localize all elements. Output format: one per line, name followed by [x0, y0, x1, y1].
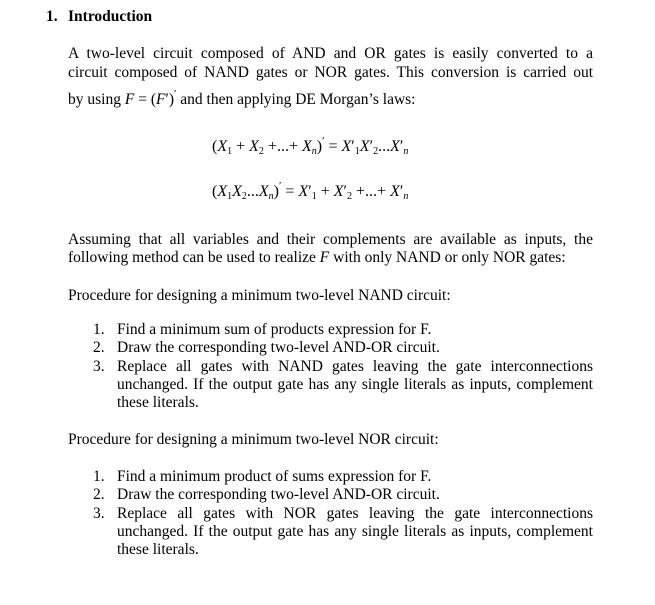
step-text: Find a minimum sum of products expression for F.	[117, 321, 432, 338]
list-item	[93, 486, 593, 504]
assume-line-1: Assuming that all variables and their complements are available as inputs, the	[68, 231, 593, 248]
section-heading	[46, 8, 152, 26]
list-item	[93, 321, 593, 339]
step-text: Replace all gates with NAND gates leaving the gate interconnections unchanged. If the output gate has any single literals as inputs, complement these literals.	[117, 357, 593, 412]
step-number: 1.	[93, 321, 105, 338]
step-text: Draw the corresponding two-level AND-OR circuit.	[117, 339, 440, 357]
step-number: 3.	[93, 504, 105, 522]
step-text: Draw the corresponding two-level AND-OR circuit.	[117, 486, 440, 504]
step-text: Replace all gates with NOR gates leaving the gate interconnections unchanged. If the output gate has any single literals as inputs, complement these literals.	[117, 504, 593, 559]
double-complement-formula: F = (F′)′	[124, 88, 177, 108]
intro-line-3	[68, 88, 593, 109]
function-variable: F	[319, 249, 330, 266]
step-number: 3.	[93, 357, 105, 375]
step-number: 1.	[93, 468, 105, 485]
list-item	[93, 358, 593, 413]
assume-line-2-pre: following method can be used to realize	[68, 249, 320, 266]
list-item	[93, 505, 593, 560]
section-number: 1.	[46, 8, 58, 25]
step-number: 2.	[93, 339, 105, 357]
nand-procedure-heading: Procedure for designing a minimum two-level NAND circuit:	[68, 287, 451, 304]
nor-procedure-heading: Procedure for designing a minimum two-level NOR circuit:	[68, 431, 439, 448]
list-item	[93, 468, 593, 486]
intro-line-3-post: and then applying DE Morgan’s laws:	[176, 91, 416, 108]
de-morgan-equation-1: ($X_1 + X_2$ +...+ $X_n)' = X'_1X'_2...X'_n$	[212, 135, 409, 157]
assume-line-2	[68, 249, 593, 267]
step-number: 2.	[93, 486, 105, 504]
de-morgan-equation-2: $(X_1X_2...X_n)' = X'_1 + X'_2$ +...+ $X'_n$	[212, 180, 409, 202]
intro-line-3-pre: by using	[68, 91, 125, 108]
step-text: Find a minimum product of sums expression for F.	[117, 468, 432, 485]
nand-steps-list	[93, 321, 593, 412]
section-title: Introduction	[68, 8, 153, 25]
assume-line-2-post: with only NAND or only NOR gates:	[329, 249, 566, 266]
nor-steps-list	[93, 468, 593, 559]
list-item	[93, 339, 593, 357]
intro-line-2: circuit composed of NAND gates or NOR gates. This conversion is carried out	[68, 64, 593, 81]
intro-line-1: A two-level circuit composed of AND and OR gates is easily converted to a	[68, 45, 593, 62]
